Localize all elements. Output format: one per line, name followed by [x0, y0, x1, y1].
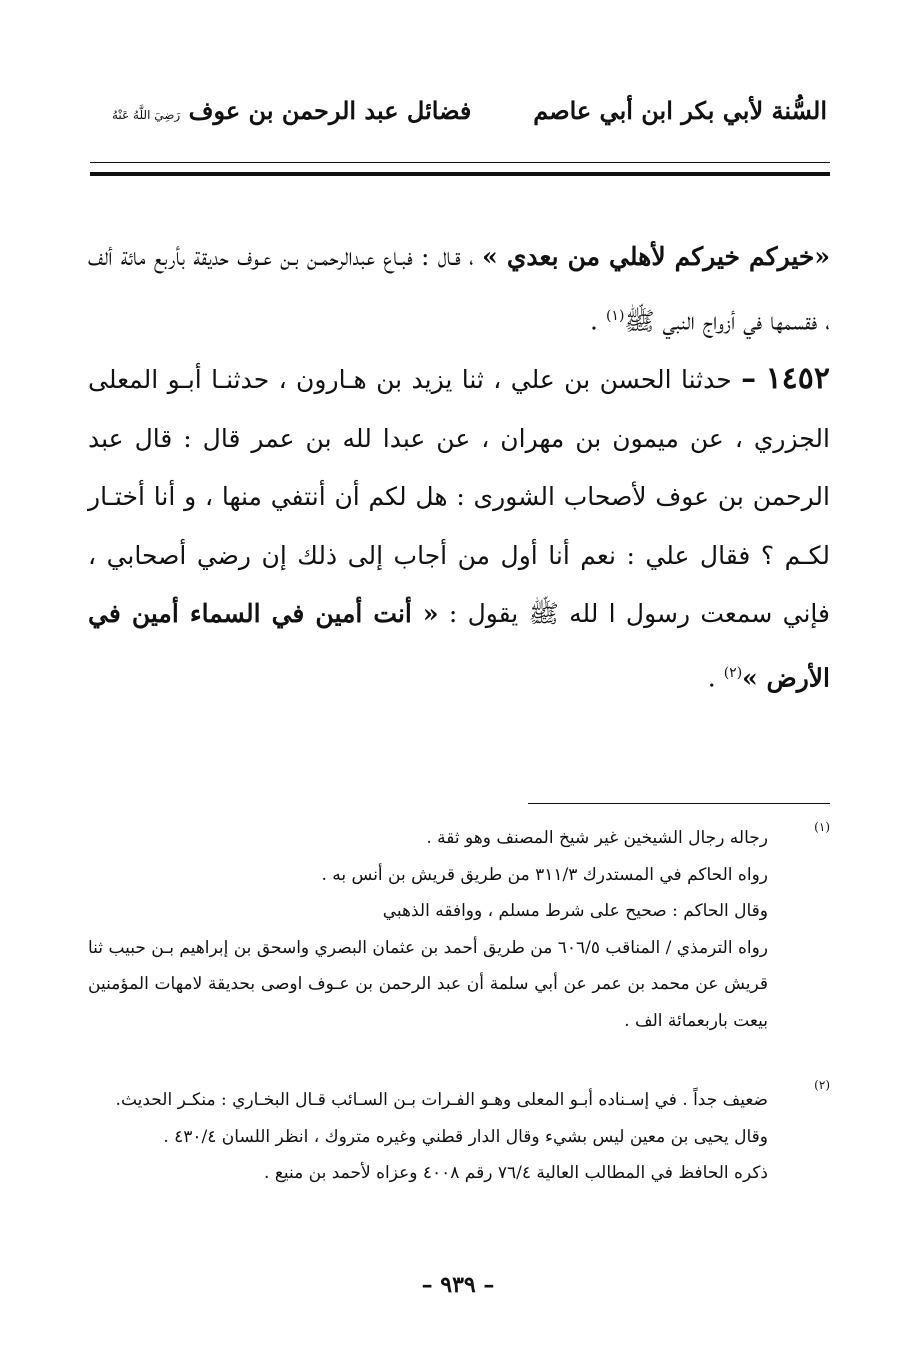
footnote-1-line: وقال الحاكم : صحيح على شرط مسلم ، ووافقه الذهبي — [382, 901, 768, 921]
footnote-separator — [528, 803, 830, 804]
footnote-1-line: رجاله رجال الشيخين غير شيخ المصنف وهو ثقة . — [426, 828, 768, 848]
honorific-mark: رَضِيَ اللَّهُ عَنْهُ — [112, 108, 181, 122]
footnote-ref-1: (١) — [605, 307, 625, 324]
prophetic-quote-1: «خيركم خيركم لأهلي من بعدي » — [482, 242, 830, 271]
hadith-number: ١٤٥٢ — [765, 361, 831, 397]
footnote-ref-2: (٢) — [723, 664, 743, 681]
paragraph-2-end: . — [707, 663, 724, 693]
footnote-2 — [88, 1082, 768, 1192]
header-rule-thin — [90, 162, 830, 163]
paragraph-2 — [88, 350, 830, 707]
chapter-title-text: فضائل عبد الرحمن بن عوف — [188, 96, 472, 125]
footnote-1-line: رواه الترمذي / المناقب ٦٠٦/٥ من طريق أحمد بن عثمان البصري واسحق بن إبراهيم بـن حبيب ثنا قريش عن محمد بن عمر عن أبي سلمة أن عبد الرحمن بن عـوف اوصى بحديقة لامهات المؤمنين بيعت باربعمائة الف . — [88, 937, 769, 1031]
hadith-text: حدثنا الحسن بن علي ، ثنا يزيد بن هـارون ، حدثنـا أبـو المعلى الجزري ، عن ميمون بن مهران ، عن عبدا لله بن عمر قال : قال عبد الرحمن بن عوف لأصحاب الشورى : هل لكم أن أنتفي منها ، و أنا أختـار لكـم ؟ فقال علي : نعم أنا أول من أجاب إلى ذلك إن رضي أصحابي ، فإني سمعت رسول ا لله ﷺ يقول : — [88, 365, 830, 629]
running-header-chapter-title — [112, 96, 471, 125]
main-text — [88, 228, 830, 708]
header-rule-thick — [90, 172, 830, 176]
footnote-1-mark: (١) — [814, 820, 830, 834]
footnote-2-line: وقال يحيى بن معين ليس بشيء وقال الدار قطني وغيره متروك ، انظر اللسان ٤٣٠/٤ . — [163, 1126, 768, 1147]
page-number: – ٩٣٩ – — [421, 1272, 495, 1298]
prophetic-quote-2: « أنت أمين في السماء أمين في الأرض » — [88, 599, 830, 693]
footnote-2-line: ضعيف جداً . في إسـناده أبـو المعلى وهـو الفـرات بـن السـائب قـال البخـاري : منكـر الحديث. — [115, 1090, 768, 1110]
footnote-2-mark: (٢) — [814, 1078, 830, 1092]
hadith-dash: – — [741, 361, 757, 397]
footnote-1 — [88, 820, 768, 1039]
footnote-1-line: رواه الحاكم في المستدرك ٣١١/٣ من طريق قريش بن أنس به . — [321, 864, 768, 885]
running-header-book-title: السُّنة لأبي بكر ابن أبي عاصم — [533, 96, 827, 125]
paragraph-1-end: . — [590, 305, 606, 335]
paragraph-1-text: ، قـال : فبـاع عبدالرحمـن بـن عـوف حديقة بأربع مائة ألف ، فقسمها في أزواج النبي ﷺ — [88, 242, 830, 335]
footnote-2-line: ذكره الحافظ في المطالب العالية ٧٦/٤ رقم ٤٠٠٨ وعزاه لأحمد بن منيع . — [264, 1163, 768, 1183]
paragraph-1 — [88, 228, 830, 350]
